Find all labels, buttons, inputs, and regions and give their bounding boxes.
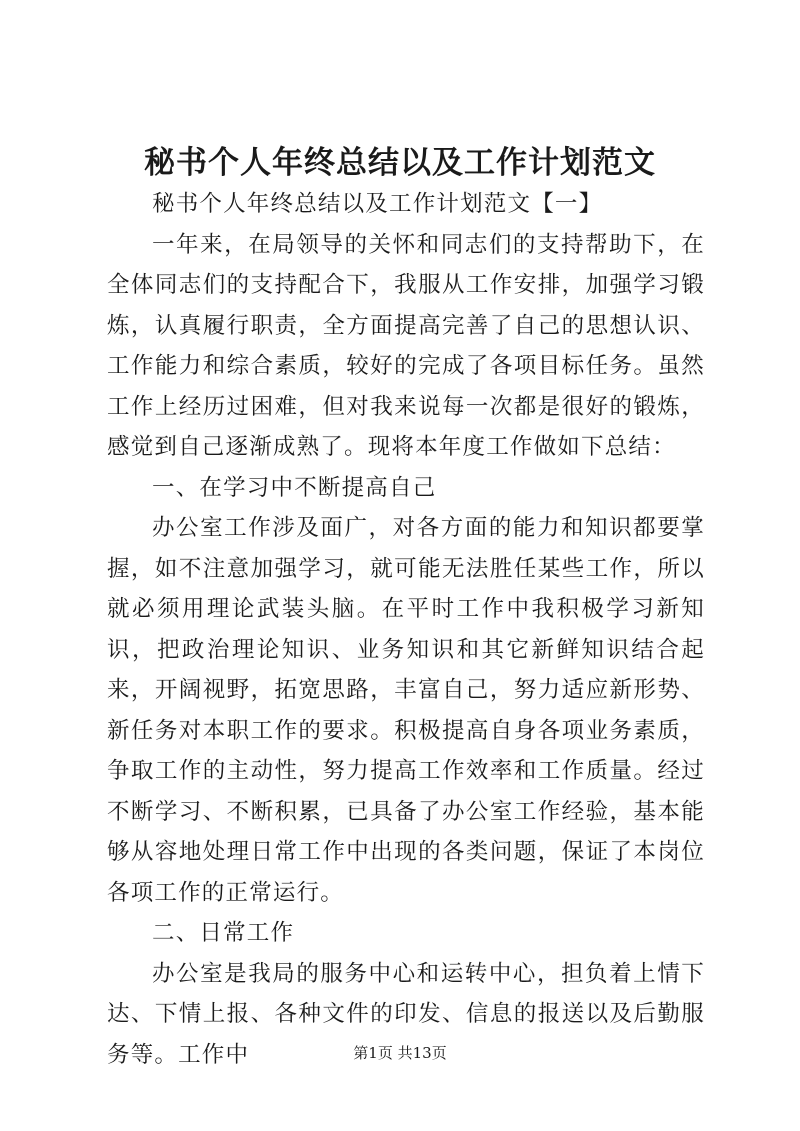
section-heading-2: 二、日常工作 [152, 920, 295, 946]
section-heading-1: 一、在学习中不断提高自己 [152, 474, 437, 501]
document-title: 秘书个人年终总结以及工作计划范文 [144, 145, 656, 181]
subtitle-paragraph: 秘书个人年终总结以及工作计划范文【一】 [152, 191, 603, 217]
page-number-label: 第1页 共13页 [353, 1044, 447, 1062]
document-body [107, 184, 705, 1075]
page-footer [0, 1043, 800, 1063]
section-2-paragraph: 办公室是我局的服务中心和运转中心，担负着上情下达、下情上报、各种文件的印发、信息的报送以及后勤服务等。工作中 [107, 960, 705, 1068]
intro-paragraph: 一年来，在局领导的关怀和同志们的支持帮助下，在全体同志们的支持配合下，我服从工作安排，加强学习锻炼，认真履行职责，全方面提高完善了自己的思想认识、工作能力和综合素质，较好的完成了各项目标任务。虽然工作上经历过困难，但对我来说每一次都是很好的锻炼，感觉到自己逐渐成熟了。现将本年度工作做如下总结： [107, 231, 705, 460]
section-1-paragraph: 办公室工作涉及面广，对各方面的能力和知识都要掌握，如不注意加强学习，就可能无法胜任某些工作，所以就必须用理论武装头脑。在平时工作中我积极学习新知识，把政治理论知识、业务知识和其它新鲜知识结合起来，开阔视野，拓宽思路，丰富自己，努力适应新形势、新任务对本职工作的要求。积极提高自身各项业务素质，争取工作的主动性，努力提高工作效率和工作质量。经过不断学习、不断积累，已具备了办公室工作经验，基本能够从容地处理日常工作中出现的各类问题，保证了本岗位各项工作的正常运行。 [107, 515, 705, 906]
